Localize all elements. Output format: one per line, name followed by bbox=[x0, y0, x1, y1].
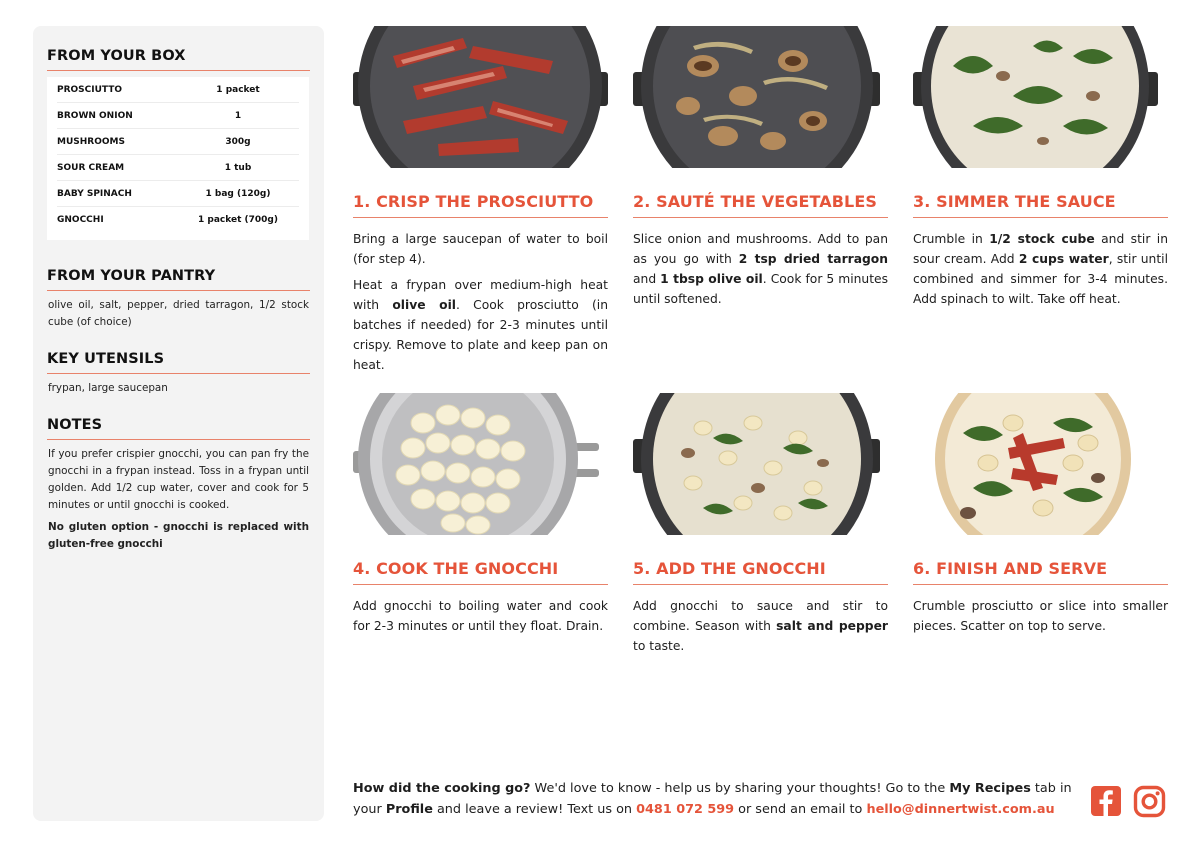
ingredient-qty: 1 tub bbox=[224, 162, 252, 173]
profile-link[interactable]: Profile bbox=[385, 802, 433, 817]
ingredient-qty: 1 packet (700g) bbox=[198, 215, 278, 225]
step-1-para-1: Bring a large saucepan of water to boil (for step 4). bbox=[353, 232, 608, 266]
step-5-photo bbox=[633, 393, 888, 535]
step-3 bbox=[913, 26, 1168, 309]
step-6-title: 6. FINISH AND SERVE bbox=[913, 559, 1168, 585]
ingredient-qty: 1 packet bbox=[216, 84, 260, 95]
ingredient-row bbox=[57, 207, 299, 233]
ingredient-name: BABY SPINACH bbox=[57, 188, 132, 199]
ingredient-name: SOUR CREAM bbox=[57, 162, 125, 173]
utensils-text: frypan, large saucepan bbox=[48, 382, 168, 394]
step-2-photo bbox=[633, 26, 888, 168]
email-link[interactable]: hello@dinnertwist.com.au bbox=[866, 802, 1055, 817]
step-5 bbox=[633, 393, 888, 656]
from-your-pantry-title: FROM YOUR PANTRY bbox=[47, 268, 310, 291]
pantry-text: olive oil, salt, pepper, dried tarragon, 1/2 stock cube (of choice) bbox=[48, 299, 309, 328]
ingredient-name: BROWN ONION bbox=[57, 110, 133, 121]
ingredient-row bbox=[57, 129, 299, 155]
phone-link[interactable]: 0481 072 599 bbox=[636, 802, 735, 817]
step-5-instructions: Add gnocchi to sauce and stir to combine. Season with salt and pepper to taste. bbox=[633, 599, 888, 653]
key-utensils-title: KEY UTENSILS bbox=[47, 351, 310, 374]
ingredient-name: MUSHROOMS bbox=[57, 136, 125, 147]
ingredient-row bbox=[57, 181, 299, 207]
step-2-title: 2. SAUTÉ THE VEGETABLES bbox=[633, 192, 888, 218]
step-1-photo bbox=[353, 26, 608, 168]
step-1-instructions bbox=[353, 229, 608, 375]
ingredient-qty: 1 bag (120g) bbox=[205, 188, 271, 199]
step-5-title: 5. ADD THE GNOCCHI bbox=[633, 559, 888, 585]
ingredient-name: PROSCIUTTO bbox=[57, 84, 123, 95]
step-3-instructions: Crumble in 1/2 stock cube and stir in sour cream. Add 2 cups water, stir until combined and simmer for 3-4 minutes. Add spinach to wilt. Take off heat. bbox=[913, 232, 1168, 306]
step-6-instructions: Crumble prosciutto or slice into smaller pieces. Scatter on top to serve. bbox=[913, 599, 1168, 633]
from-your-box-title: FROM YOUR BOX bbox=[47, 48, 310, 71]
facebook-icon[interactable] bbox=[1090, 785, 1122, 821]
ingredients-table bbox=[47, 77, 309, 240]
step-4-instructions: Add gnocchi to boiling water and cook for 2-3 minutes or until they float. Drain. bbox=[353, 599, 608, 633]
step-4-title: 4. COOK THE GNOCCHI bbox=[353, 559, 608, 585]
ingredient-name: GNOCCHI bbox=[57, 215, 104, 225]
step-3-photo bbox=[913, 26, 1168, 168]
step-3-title: 3. SIMMER THE SAUCE bbox=[913, 192, 1168, 218]
ingredient-row bbox=[57, 103, 299, 129]
step-4-photo bbox=[353, 393, 608, 535]
ingredient-row bbox=[57, 155, 299, 181]
feedback-footer: How did the cooking go? We'd love to know - help us by sharing your thoughts! Go to the My Recipes tab in your Profile and leave a review! Text us on 0481 072 599 or send an email to hello@dinnertwist.com.au bbox=[353, 781, 1072, 817]
step-2-instructions: Slice onion and mushrooms. Add to pan as you go with 2 tsp dried tarragon and 1 tbsp olive oil. Cook for 5 minutes until softened. bbox=[633, 232, 889, 306]
step-6 bbox=[913, 393, 1168, 636]
ingredients-sidebar bbox=[33, 26, 324, 821]
step-6-photo bbox=[913, 393, 1168, 535]
notes-text: If you prefer crispier gnocchi, you can pan fry the gnocchi in a frypan instead. Toss in a frypan until golden. Add 1/2 cup water, cover and cook for 5 minutes or until gnocchi is cooked. bbox=[48, 448, 309, 511]
step-1-title: 1. CRISP THE PROSCIUTTO bbox=[353, 192, 608, 218]
footer-question: How did the cooking go? bbox=[353, 781, 531, 796]
ingredient-row bbox=[57, 77, 299, 103]
my-recipes-link[interactable]: My Recipes bbox=[949, 781, 1031, 796]
notes-title: NOTES bbox=[47, 417, 310, 440]
step-2 bbox=[633, 26, 888, 309]
step-1-para-2: Heat a frypan over medium-high heat with olive oil. Cook prosciutto (in batches if needed) for 2-3 minutes until crispy. Remove to plate and keep pan on heat. bbox=[353, 278, 608, 372]
ingredient-qty: 1 bbox=[234, 110, 242, 121]
ingredient-qty: 300g bbox=[225, 136, 251, 147]
gluten-note: No gluten option - gnocchi is replaced with gluten-free gnocchi bbox=[48, 521, 309, 550]
instagram-icon[interactable] bbox=[1133, 785, 1166, 822]
step-1 bbox=[353, 26, 608, 375]
step-4 bbox=[353, 393, 608, 636]
